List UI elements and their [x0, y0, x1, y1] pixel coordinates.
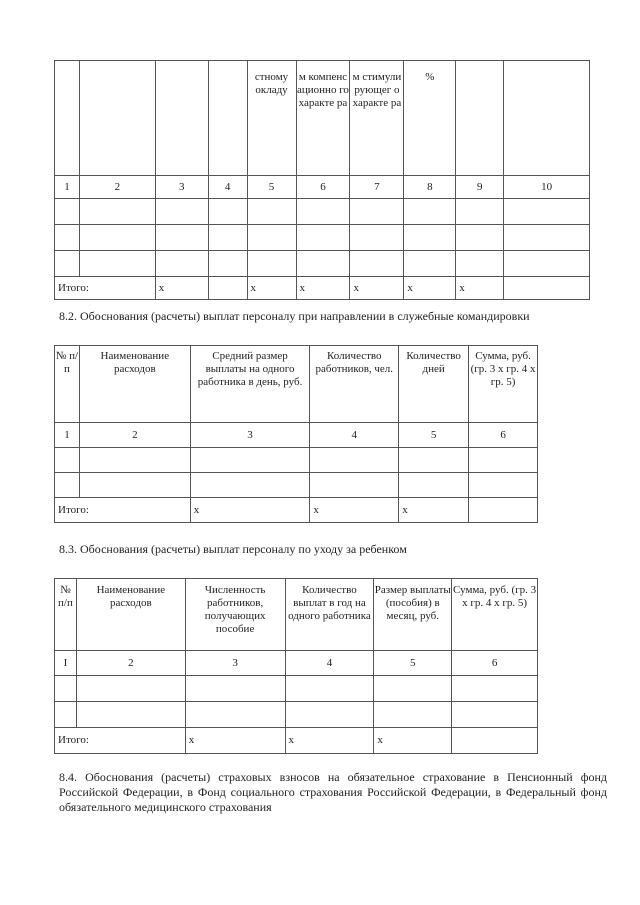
column-number: 6	[469, 423, 538, 448]
total-cell: x	[350, 277, 404, 300]
column-number: 6	[296, 176, 350, 199]
column-number: 8	[404, 176, 456, 199]
total-label: Итого:	[55, 498, 191, 523]
total-cell: x	[456, 277, 504, 300]
section-8-2-title: 8.2. Обоснования (расчеты) выплат персоналу при направлении в служебные командировки	[59, 309, 530, 323]
table-row	[55, 199, 590, 225]
header-cell	[456, 61, 504, 176]
header-cell: Размер выплаты (пособия) в месяц, руб.	[374, 579, 452, 651]
header-cell	[208, 61, 247, 176]
column-number: 2	[79, 423, 190, 448]
total-cell	[504, 277, 590, 300]
total-cell: x	[310, 498, 399, 523]
header-cell: Средний размер выплаты на одного работника в день, руб.	[190, 346, 310, 423]
column-number: 1	[55, 423, 80, 448]
column-number: 5	[399, 423, 469, 448]
column-number: 6	[452, 651, 538, 676]
column-number: 10	[504, 176, 590, 199]
total-cell: x	[185, 728, 285, 754]
header-cell	[504, 61, 590, 176]
table-row	[55, 251, 590, 277]
column-number: 1	[55, 176, 80, 199]
column-number: 3	[190, 423, 310, 448]
total-row	[55, 277, 590, 300]
column-number: 5	[374, 651, 452, 676]
business-trip-table	[54, 345, 538, 523]
header-cell: Количество работников, чел.	[310, 346, 399, 423]
table-row	[55, 225, 590, 251]
column-number: 2	[79, 176, 155, 199]
total-cell: x	[399, 498, 469, 523]
header-cell: Сумма, руб. (гр. 3 х гр. 4 х гр. 5)	[469, 346, 538, 423]
column-number: 4	[310, 423, 399, 448]
salary-table	[54, 60, 590, 300]
column-number: 5	[247, 176, 296, 199]
table-header-row	[55, 346, 538, 423]
total-cell: x	[285, 728, 374, 754]
column-number: 3	[155, 176, 208, 199]
column-number-row	[55, 651, 538, 676]
total-cell	[208, 277, 247, 300]
total-row	[55, 498, 538, 523]
header-cell	[79, 61, 155, 176]
column-number: 7	[350, 176, 404, 199]
total-cell: x	[374, 728, 452, 754]
column-number: 3	[185, 651, 285, 676]
column-number-row	[55, 423, 538, 448]
header-cell: Количество выплат в год на одного работника	[285, 579, 374, 651]
table-header-row	[55, 61, 590, 176]
total-cell: x	[155, 277, 208, 300]
header-cell: Численность работников, получающих пособие	[185, 579, 285, 651]
header-cell: Наименование расходов	[79, 346, 190, 423]
header-cell: № п/п	[55, 346, 80, 423]
header-cell: Сумма, руб. (гр. 3 х гр. 4 х гр. 5)	[452, 579, 538, 651]
total-cell	[469, 498, 538, 523]
child-care-table	[54, 578, 538, 754]
table-header-row	[55, 579, 538, 651]
column-number: 9	[456, 176, 504, 199]
header-cell: м компенс ационно го характе ра	[296, 61, 350, 176]
total-cell: x	[247, 277, 296, 300]
table-row	[55, 676, 538, 702]
column-number: 2	[76, 651, 185, 676]
header-cell: Количество дней	[399, 346, 469, 423]
header-cell: № п/п	[55, 579, 77, 651]
header-cell: м стимули рующег о характе ра	[350, 61, 404, 176]
column-number: 4	[208, 176, 247, 199]
total-label: Итого:	[55, 728, 186, 754]
total-cell: x	[296, 277, 350, 300]
header-cell: Наименование расходов	[76, 579, 185, 651]
column-number: I	[55, 651, 77, 676]
total-cell	[452, 728, 538, 754]
section-8-4-text: 8.4. Обоснования (расчеты) страховых взносов на обязательное страхование в Пенсионный фонд Российской Федерации, в Фонд социального страхования Российской Федерации, в Федеральный фонд обязательного медицинского страхования	[59, 770, 607, 814]
table-row	[55, 448, 538, 473]
total-cell: x	[404, 277, 456, 300]
total-row	[55, 728, 538, 754]
column-number-row	[55, 176, 590, 199]
header-cell	[55, 61, 80, 176]
header-cell	[155, 61, 208, 176]
total-cell: x	[190, 498, 310, 523]
header-cell: стному окладу	[247, 61, 296, 176]
total-label: Итого:	[55, 277, 156, 300]
table-row	[55, 473, 538, 498]
section-8-3-title: 8.3. Обоснования (расчеты) выплат персоналу по уходу за ребенком	[59, 542, 407, 556]
column-number: 4	[285, 651, 374, 676]
table-row	[55, 702, 538, 728]
header-cell: %	[404, 61, 456, 176]
